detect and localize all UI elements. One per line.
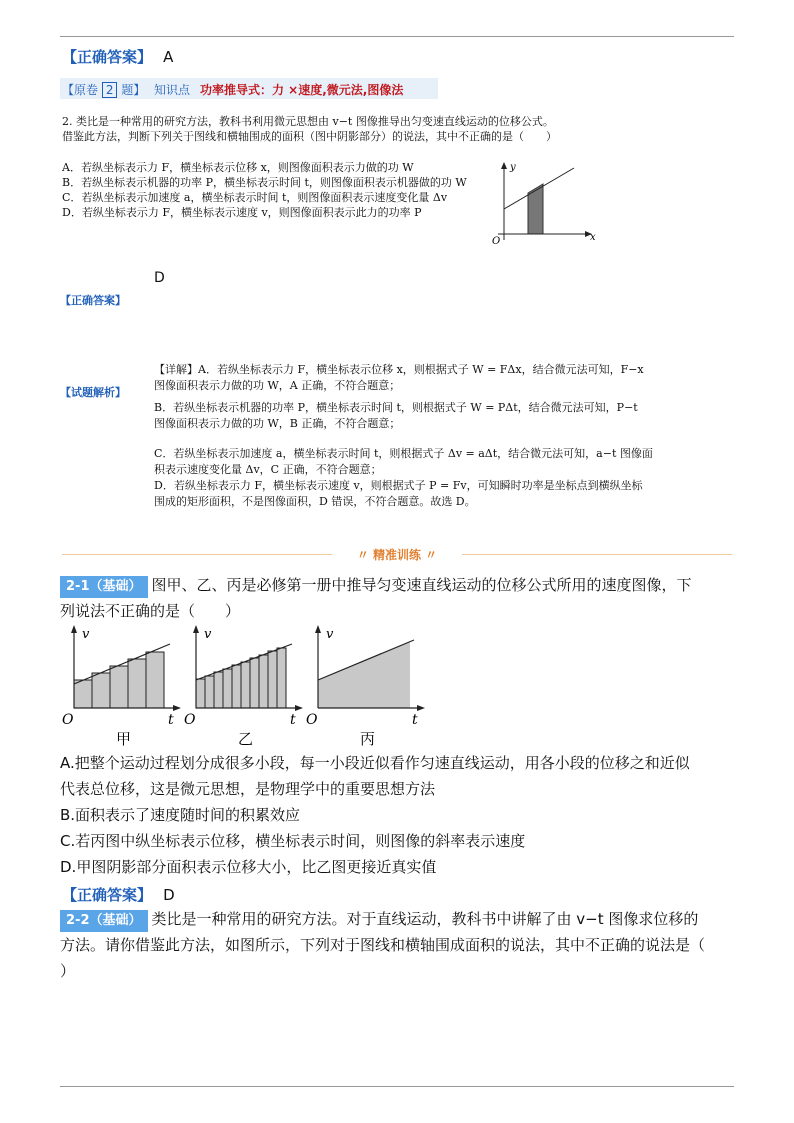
q21-option-d: D.甲图阴影部分面积表示位移大小，比乙图更接近真实值 bbox=[60, 858, 437, 876]
jia-t-label: t bbox=[168, 712, 174, 728]
q2-stem-line1: 2. 类比是一种常用的研究方法，教科书利用微元思想由 v−t 图像推导出匀变速直线运动的位移公式。 bbox=[62, 115, 554, 128]
answer-tag: 【正确答案】 bbox=[62, 48, 153, 66]
jia-origin: O bbox=[62, 712, 74, 728]
jia-caption: 甲 bbox=[116, 730, 132, 748]
q2-graph-origin: O bbox=[492, 236, 501, 247]
graph-yi bbox=[184, 625, 303, 748]
source-badge-pre: 【原卷 bbox=[62, 83, 99, 97]
yi-y-arrow bbox=[193, 625, 199, 633]
bing-origin: O bbox=[306, 712, 318, 728]
q2-graph-shaded-strip bbox=[528, 184, 543, 234]
knowledge-point-value: 功率推导式：力 ×速度,微元法,图像法 bbox=[200, 83, 404, 97]
source-badge-post: 题】 bbox=[121, 83, 146, 97]
analysis-line: 积表示速度变化量 Δv，C 正确，不符合题意； bbox=[154, 463, 382, 476]
answer-1 bbox=[62, 46, 173, 67]
graph-jia bbox=[62, 625, 181, 748]
jia-x-arrow bbox=[173, 705, 181, 711]
jia-bar bbox=[74, 680, 92, 708]
q2-answer-value: D bbox=[154, 270, 165, 286]
q21-stem-text1: 图甲、乙、丙是必修第一册中推导匀变速直线运动的位移公式所用的速度图像，下 bbox=[151, 576, 692, 594]
analysis-line: 【详解】A．若纵坐标表示力 F，横坐标表示位移 x，则根据式子 W = FΔx，结合微元法可知，F−x bbox=[154, 363, 644, 376]
yi-bar bbox=[196, 679, 205, 708]
q21-option-a-line2: 代表总位移，这是微元思想，是物理学中的重要思想方法 bbox=[60, 780, 436, 798]
q22-stem bbox=[60, 906, 740, 984]
yi-bar bbox=[250, 658, 259, 708]
yi-bar bbox=[268, 651, 277, 708]
bing-caption: 丙 bbox=[360, 730, 376, 748]
bing-x-arrow bbox=[417, 705, 425, 711]
bottom-rule bbox=[60, 1086, 734, 1087]
q21-stem bbox=[60, 572, 740, 624]
q2-option-c: C．若纵坐标表示加速度 a，横坐标表示时间 t，则图像面积表示速度变化量 Δv bbox=[62, 191, 448, 204]
top-rule bbox=[60, 36, 734, 37]
q2-answer-tag: 【正确答案】 bbox=[60, 294, 126, 307]
bing-v-label: v bbox=[326, 627, 334, 642]
q21-graphs bbox=[60, 622, 440, 750]
jia-bar bbox=[146, 652, 164, 708]
q2-option-d: D．若纵坐标表示力 F，横坐标表示速度 v，则图像面积表示此力的功率 P bbox=[62, 206, 422, 219]
jia-bar bbox=[128, 659, 146, 708]
source-badge-num: 2 bbox=[102, 82, 118, 98]
precise-training-banner bbox=[62, 546, 732, 562]
q2-stem bbox=[62, 114, 662, 144]
q22-level-badge: 2-2（基础） bbox=[60, 910, 148, 932]
analysis-line: 图像面积表示力做的功 W，A 正确，不符合题意； bbox=[154, 379, 401, 392]
bing-shaded-area bbox=[318, 642, 410, 708]
q22-stem-line2: 方法。请你借鉴此方法，如图所示，下列对于图线和横轴围成面积的说法，其中不正确的说法是（ bbox=[60, 936, 706, 954]
analysis-tag: 【试题解析】 bbox=[60, 386, 126, 399]
jia-bar bbox=[92, 673, 110, 708]
q2-graph bbox=[488, 158, 600, 248]
q21-level-badge: 2-1（基础） bbox=[60, 576, 148, 598]
yi-bar bbox=[259, 655, 268, 708]
yi-bar bbox=[205, 676, 214, 708]
q22-stem-text1: 类比是一种常用的研究方法。对于直线运动，教科书中讲解了由 v−t 图像求位移的 bbox=[151, 910, 699, 928]
q21-option-c: C.若丙图中纵坐标表示位移，横坐标表示时间，则图像的斜率表示速度 bbox=[60, 832, 526, 850]
jia-y-arrow bbox=[71, 625, 77, 633]
q21-stem-line2: 列说法不正确的是（ ） bbox=[60, 602, 241, 620]
q2-graph-y-arrow bbox=[501, 162, 507, 169]
q22-stem-line1 bbox=[60, 906, 740, 932]
yi-bar bbox=[241, 662, 250, 708]
analysis-line: 围成的矩形面积，不是图像面积，D 错误，不符合题意。故选 D。 bbox=[154, 495, 476, 508]
bing-y-arrow bbox=[315, 625, 321, 633]
yi-bar bbox=[214, 672, 223, 708]
yi-x-arrow bbox=[295, 705, 303, 711]
jia-v-label: v bbox=[82, 627, 90, 642]
analysis-line: 图像面积表示力做的功 W，B 正确，不符合题意； bbox=[154, 417, 401, 430]
q2-option-a: A．若纵坐标表示力 F，横坐标表示位移 x，则图像面积表示力做的功 W bbox=[62, 161, 414, 174]
q21-option-b: B.面积表示了速度随时间的积累效应 bbox=[60, 806, 301, 824]
yi-t-label: t bbox=[290, 712, 296, 728]
q21-answer bbox=[62, 884, 175, 905]
analysis-line: B．若纵坐标表示机器的功率 P，横坐标表示时间 t，则根据式子 W = PΔt，结合微元法可知，P−t bbox=[154, 401, 638, 414]
q2-option-b: B．若纵坐标表示机器的功率 P，横坐标表示时间 t，则图像面积表示机器做的功 W bbox=[62, 176, 467, 189]
yi-caption: 乙 bbox=[238, 730, 254, 748]
q2-graph-y-label: y bbox=[510, 162, 516, 173]
yi-bar bbox=[277, 648, 286, 708]
q2-graph-x-label: x bbox=[590, 232, 596, 243]
jia-bar bbox=[110, 666, 128, 708]
q21-options bbox=[60, 750, 740, 880]
yi-origin: O bbox=[184, 712, 196, 728]
answer-value: A bbox=[163, 48, 174, 66]
yi-v-label: v bbox=[204, 627, 212, 642]
q21-stem-line1 bbox=[60, 572, 740, 598]
source-badge bbox=[62, 81, 145, 98]
q21-answer-tag: 【正确答案】 bbox=[62, 886, 153, 904]
q21-option-a-line1: A.把整个运动过程划分成很多小段，每一小段近似看作匀速直线运动，用各小段的位移之和近似 bbox=[60, 754, 690, 772]
analysis-line: C．若纵坐标表示加速度 a，横坐标表示时间 t，则根据式子 Δv = aΔt，结合微元法可知，a−t 图像面 bbox=[154, 447, 653, 460]
graph-bing bbox=[306, 625, 425, 748]
yi-bar bbox=[232, 665, 241, 708]
q22-stem-line3: ） bbox=[60, 962, 76, 980]
analysis-block bbox=[154, 362, 729, 510]
q2-stem-line2: 借鉴此方法，判断下列关于图线和横轴围成的面积（图中阴影部分）的说法，其中不正确的是（ ） bbox=[62, 130, 557, 143]
banner-title: 〃 精准训练 〃 bbox=[356, 548, 438, 562]
analysis-line: D．若纵坐标表示力 F，横坐标表示速度 v，则根据式子 P = Fv，可知瞬时功率是坐标点到横纵坐标 bbox=[154, 479, 643, 492]
bing-t-label: t bbox=[412, 712, 418, 728]
knowledge-point-label: 知识点 bbox=[154, 83, 191, 97]
q21-answer-value: D bbox=[163, 886, 175, 904]
yi-bar bbox=[223, 669, 232, 708]
q2-options bbox=[62, 160, 502, 220]
